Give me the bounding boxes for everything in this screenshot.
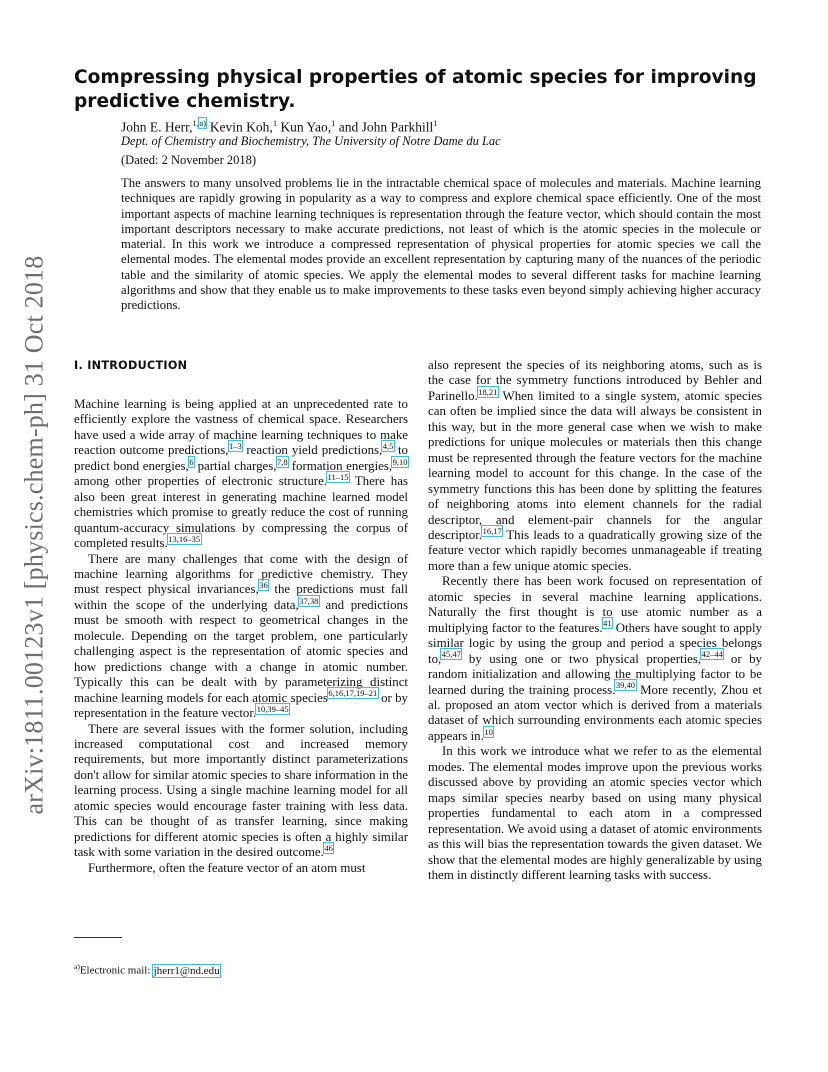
paragraph: Recently there has been work focused on representation of atomic species in several machine learning applications. Naturally the first thought is to use atomic number as a multiplying factor to the features.$^{41}$ Others have sought to apply similar logic by using the group and period a species belongs to,$^{45,47}$ by using one or two physical properties,$^{42-44}$ or by random initialization and allowing the multiplying factor to be learned during the training process.$^{39,40}$ More recently, Zhou et al. proposed an atom vector which is derived from a materials dataset of which surrounding environments each atomic species appears in.$^{10}$ [428,574,763,743]
paragraph: There are several issues with the former solution, including increased computational cost and increased memory requirements, but more importantly distinct parameterizations don't allow for similar atomic species to share information in the learning process. Using a single machine learning model for all atomic species would encourage faster training with less data. This can be thought of as transfer learning, since making predictions for different atomic species is often a highly similar task with some variation in the desired outcome.$^{46}$ [74,721,408,860]
author-koh: Kevin Koh, [206,119,273,135]
arxiv-identifier: arXiv:1811.00123v1 [physics.chem-ph] 31 Oct 2018 [19,255,49,815]
citation-link[interactable]: 16,17 [482,525,502,536]
date-line: (Dated: 2 November 2018) [121,153,257,167]
citation-link[interactable]: 39,40 [615,680,636,691]
right-column [428,358,762,883]
footnote-link[interactable]: a) [199,118,206,128]
citation-link[interactable]: 1–3 [229,441,242,452]
citation-link[interactable]: 13,16–35 [168,533,201,544]
paragraph: also represent the species of its neighboring atoms, such as is the case for the symmetry functions introduced by Behler and Parinello.$^{18,21}$ When limited to a single system, atomic species can often be implied since the data will always be consistent in this way, but in the more general case when we wish to make predictions for unique molecules or materials then this change must be represented through the feature vectors for the machine learning model to account for this change. In the case of the symmetry functions this has been done by splitting the features of neighboring atoms into element channels for the radial descriptor, and element-pair channels for the angular descriptor.$^{16,17}$ This leads to a quadratically growing size of the feature vector which rapidly becomes unmanageable if treating more than a few unique atomic species. [428,358,762,573]
citation-link[interactable]: 18,21 [478,386,498,397]
footnote-mark: a) [74,962,80,971]
affil-mark: 1 [433,118,438,128]
author-parkhill: and John Parkhill [335,119,434,135]
citation-link[interactable]: 6,16,17,19–21 [328,688,378,699]
citation-link[interactable]: 42–44 [701,649,723,660]
citation-link[interactable]: 7,8 [277,456,288,467]
paragraph: There are many challenges that come with the design of machine learning algorithms for predictive chemistry. They must respect physical invariances,$^{36}$ the predictions must fall within the scope of the underlying data,$^{37,38}$ and predictions must be smooth with respect to geometrical changes in the molecule. Depending on the target problem, one particularly challenging aspect is the representation of atomic species and how predictions change with a change in atomic number. Typically this can be dealt with by parameterizing distinct machine learning models for each atomic species$^{6,16,17,19-21}$ or by representation in the feature vector.$^{10,39-45}$ [74,551,408,721]
citation-link[interactable]: 45,47 [441,649,461,660]
affil-mark: 1 [331,118,336,128]
paragraph: Furthermore, often the feature vector of an atom must [88,860,366,875]
paragraph: Machine learning is being applied at an unprecedented rate to efficiently explore the vastness of chemical space. Researchers have used a wide array of machine learning techniques to make reaction outcome predictions,$^{1-3}$ reaction yield predictions,$^{4,5}$ to predict bond energies,$^6$ partial charges,$^{7,8}$ formation energies,$^{9,10}$ among other properties of electronic structure.$^{11-15}$ There has also been great interest in generating machine learned model chemistries which promise to greatly reduce the cost of running quantum-accuracy simulations by compressing the corpus of completed results.$^{13,16-35}$ [74,397,408,551]
author-herr: John E. Herr, [121,119,193,135]
footnote: $^{a)}$Electronic mail: jherr1@nd.edu [74,962,220,977]
affil-mark: 1,a) [192,118,206,128]
abstract: The answers to many unsolved problems lie in the intractable chemical space of molecules and materials. Machine learning techniques are rapidly growing in popularity as a way to compress and explore chemical space efficiently. One of the most important aspects of machine learning techniques is representation through the feature vector, which should contain the most important descriptors necessary to make accurate predictions, not least of which is the atomic species in the molecule or material. In this work we introduce a compressed representation of physical properties for atomic species we call the elemental modes. The elemental modes provide an excellent representation by capturing many of the nuances of the periodic table and the similarity of atomic species. We apply the elemental modes to several different tasks for machine learning algorithms and show that they enable us to make improvements to these tasks even beyond simply achieving higher accuracy predictions. [121,176,761,313]
citation-link[interactable]: 9,10 [392,456,408,467]
citation-link[interactable]: 11–15 [327,471,349,482]
citation-link[interactable]: 46 [324,842,333,853]
affiliation: Dept. of Chemistry and Biochemistry, The University of Notre Dame du Lac [121,134,501,148]
citation-link[interactable]: 10,39–45 [256,703,289,714]
footnote-rule [74,937,122,938]
left-column [74,358,408,876]
section-heading: I. INTRODUCTION [74,359,188,372]
citation-link[interactable]: 6 [189,456,194,467]
affil-mark: 1 [272,118,278,128]
email-link[interactable]: jherr1@nd.edu [153,964,220,977]
author-list [121,118,437,136]
paragraph: In this work we introduce what we refer to as the elemental modes. The elemental modes improve upon the previous works discussed above by providing an atomic species vector which maps similar species nearby based on using many physical properties fundamental to each atom in a compressed representation. We avoid using a dataset of atomic environments as this will bias the representation towards the given dataset. We show that the elemental modes are highly generalizable by using them in distinctly different learning tasks with success. [428,744,762,882]
arxiv-side-stamp [14,240,54,830]
citation-link[interactable]: 36 [259,580,268,591]
citation-link[interactable]: 41 [603,618,612,629]
citation-link[interactable]: 10 [484,726,493,737]
author-yao: Kun Yao, [277,119,332,135]
citation-link[interactable]: 4,5 [382,441,394,452]
citation-link[interactable]: 37,38 [299,595,319,606]
paper-title: Compressing physical properties of atomic species for improving predictive chemistry. [74,67,757,112]
